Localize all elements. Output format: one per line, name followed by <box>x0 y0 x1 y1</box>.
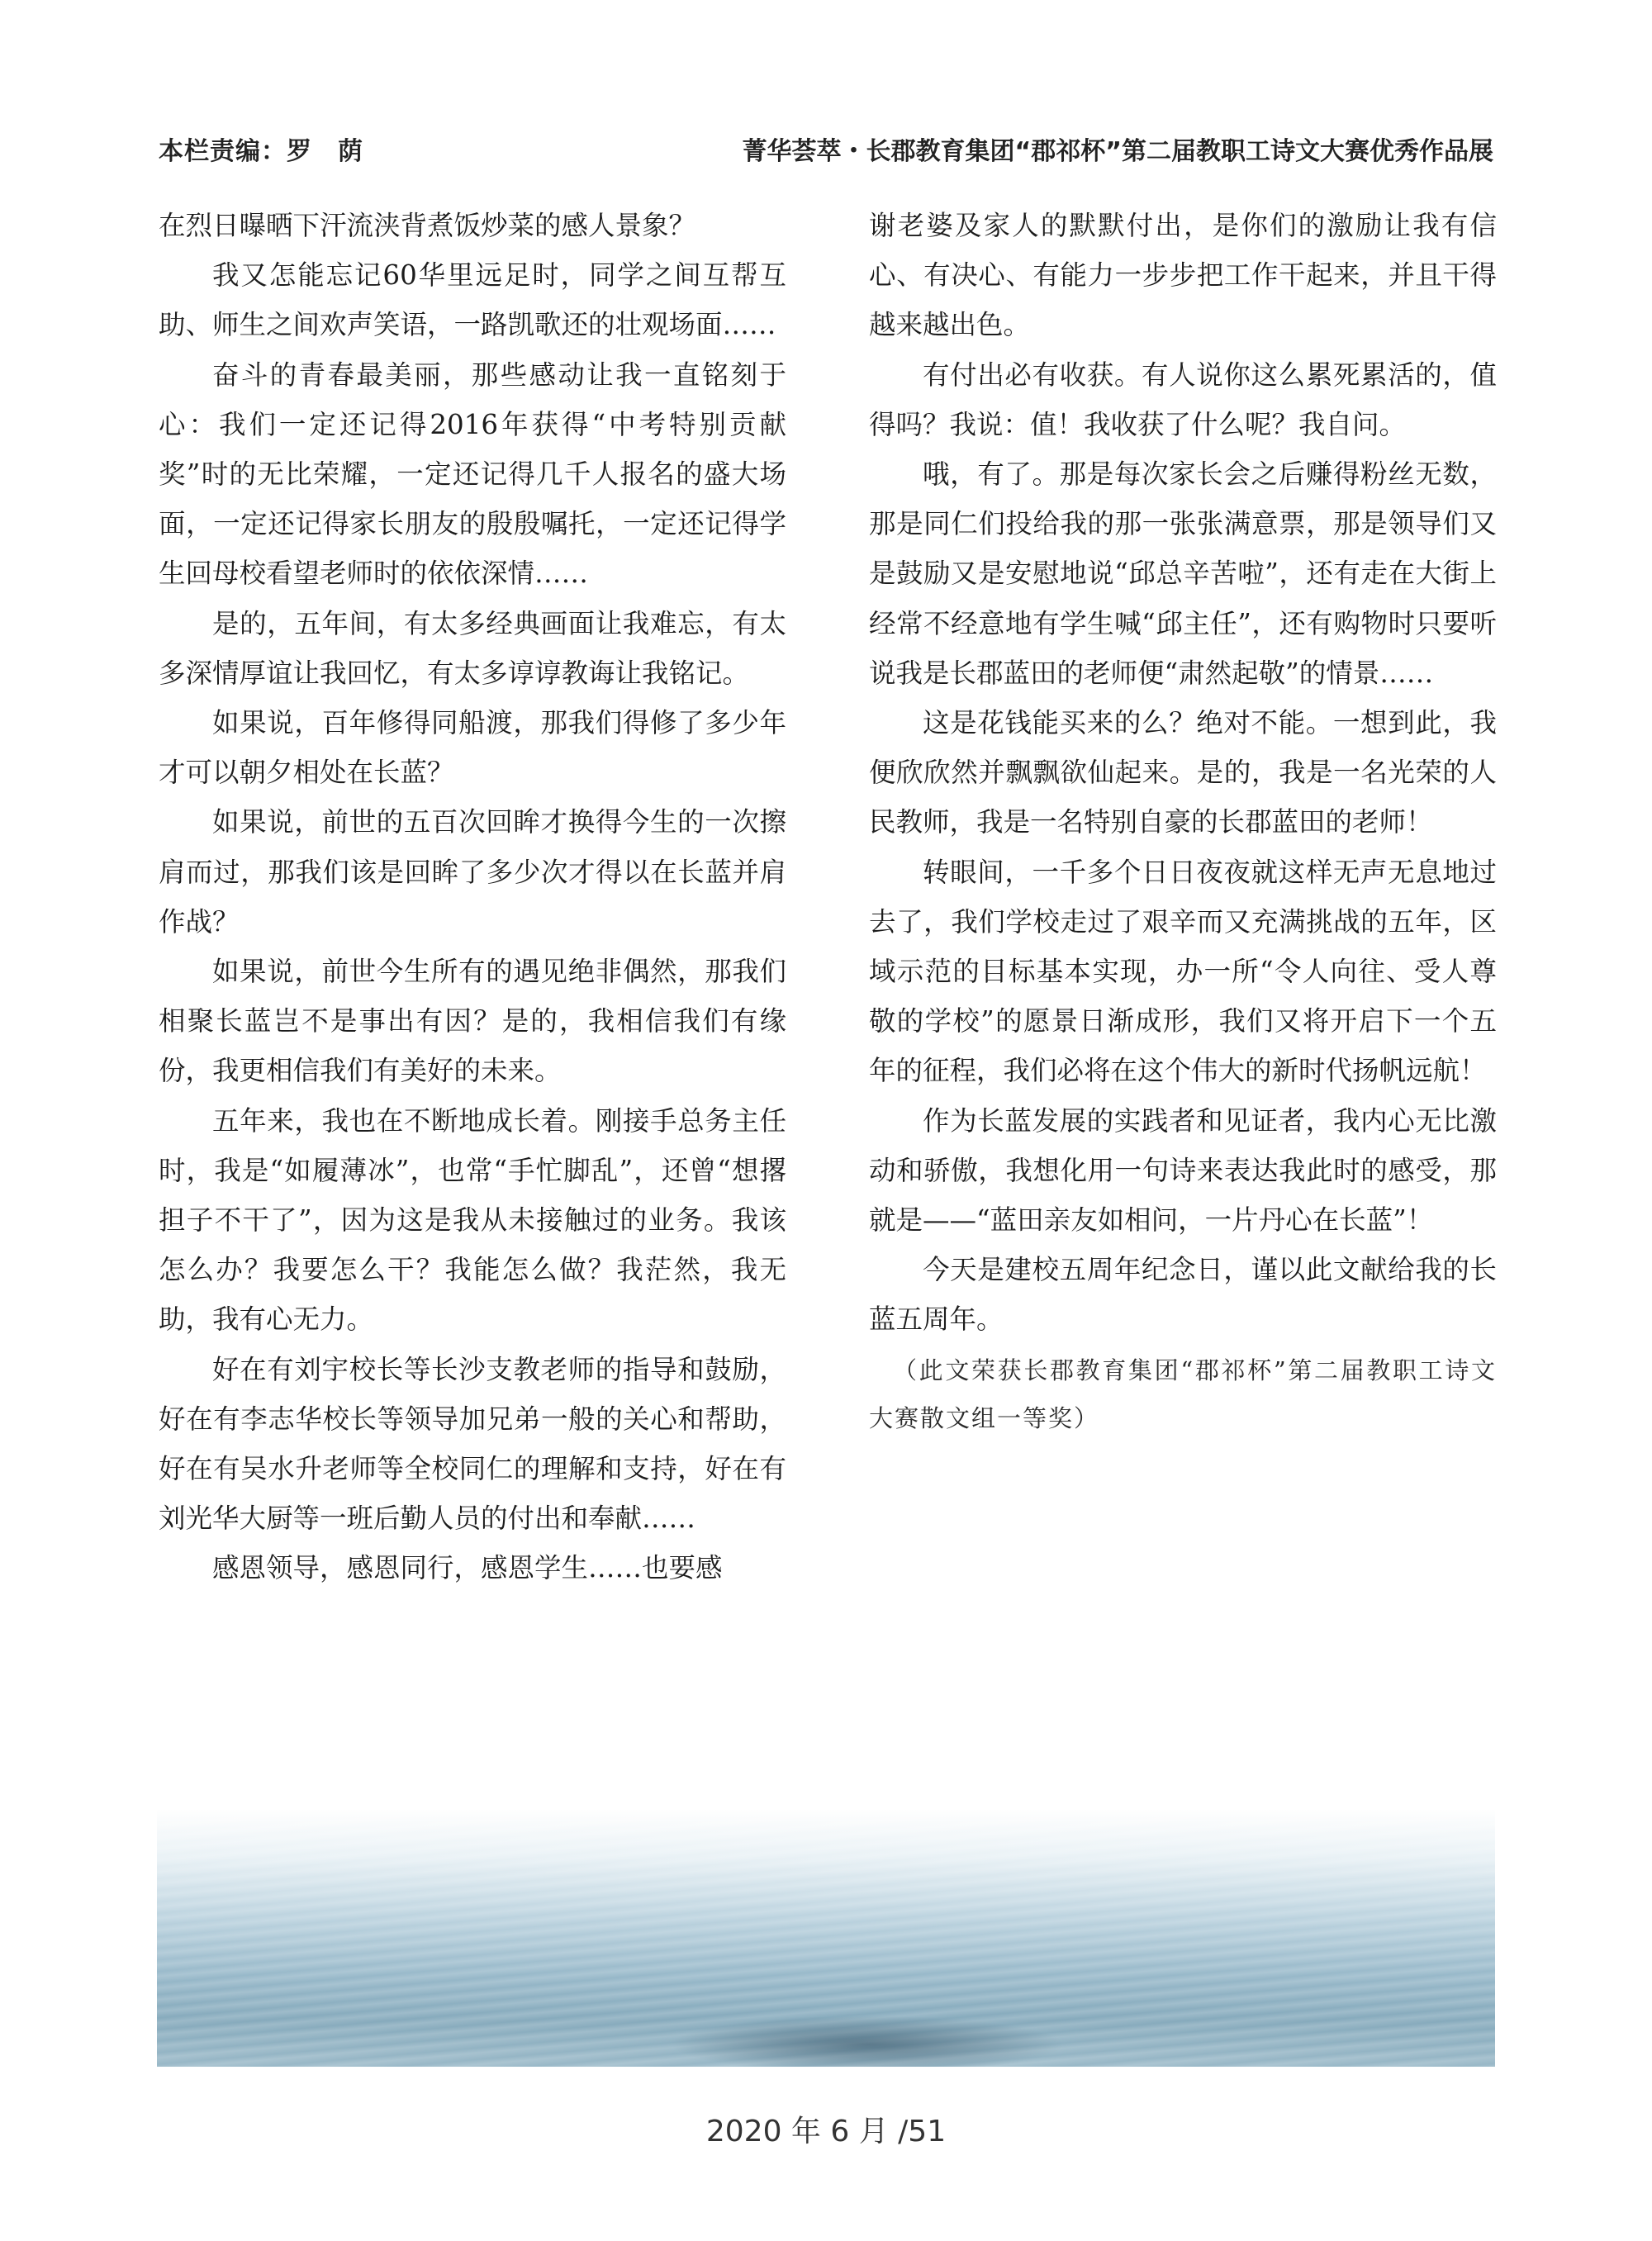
paragraph: 如果说，前世的五百次回眸才换得今生的一次擦肩而过，那我们该是回眸了多少次才得以在长蓝并肩作战？ <box>159 806 786 938</box>
paragraph: 感恩领导，感恩同行，感恩学生……也要感 <box>212 1552 723 1584</box>
article-column-left <box>159 201 786 1593</box>
paragraph: 这是花钱能买来的么？绝对不能。一想到此，我便欣欣然并飘飘欲仙起来。是的，我是一名光荣的人民教师，我是一名特别自豪的长郡蓝田的老师！ <box>869 707 1497 838</box>
paragraph: 哦，有了。那是每次家长会之后赚得粉丝无数，那是同仁们投给我的那一张张满意票，那是领导们又是鼓励又是安慰地说“邱总辛苦啦”，还有走在大街上经常不经意地有学生喊“邱主任”，还有购物时只要听说我是长郡蓝田的老师便“肃然起敬”的情景…… <box>869 458 1497 689</box>
paragraph: 是的，五年间，有太多经典画面让我难忘，有太多深情厚谊让我回忆，有太多谆谆教诲让我铭记。 <box>159 607 786 689</box>
paragraph: 谢老婆及家人的默默付出，是你们的激励让我有信心、有决心、有能力一步步把工作干起来，并且干得越来越出色。 <box>869 210 1497 341</box>
award-note: （此文荣获长郡教育集团“郡祁杯”第二届教职工诗文大赛散文组一等奖） <box>869 1356 1497 1432</box>
paragraph: 在烈日曝晒下汗流浃背煮饭炒菜的感人景象？ <box>159 210 696 241</box>
column-title: 菁华荟萃・长郡教育集团“郡祁杯”第二届教职工诗文大赛优秀作品展 <box>742 137 1493 166</box>
paragraph: 我又怎能忘记60华里远足时，同学之间互帮互助、师生之间欢声笑语，一路凯歌还的壮观场面…… <box>159 259 786 341</box>
editor-credit: 本栏责编：罗 荫 <box>159 137 363 166</box>
paragraph: 如果说，前世今生所有的遇见绝非偶然，那我们相聚长蓝岂不是事出有因？是的，我相信我们有缘份，我更相信我们有美好的未来。 <box>159 956 786 1087</box>
paragraph: 五年来，我也在不断地成长着。刚接手总务主任时，我是“如履薄冰”，也常“手忙脚乱”，还曾“想撂担子不干了”，因为这是我从未接触过的业务。我该怎么办？我要怎么干？我能怎么做？我茫然，我无助，我有心无力。 <box>159 1104 786 1336</box>
paragraph: 转眼间，一千多个日日夜夜就这样无声无息地过去了，我们学校走过了艰辛而又充满挑战的五年，区域示范的目标基本实现，办一所“令人向往、受人尊敬的学校”的愿景日渐成形，我们又将开启下一个五年的征程，我们必将在这个伟大的新时代扬帆远航！ <box>869 856 1497 1087</box>
paragraph: 作为长蓝发展的实践者和见证者，我内心无比激动和骄傲，我想化用一句诗来表达我此时的感受，那就是——“蓝田亲友如相问，一片丹心在长蓝”！ <box>869 1104 1497 1237</box>
paragraph: 有付出必有收获。有人说你这么累死累活的，值得吗？我说：值！我收获了什么呢？我自问。 <box>869 358 1497 440</box>
paragraph: 好在有刘宇校长等长沙支教老师的指导和鼓励，好在有李志华校长等领导加兄弟一般的关心和帮助，好在有吴水升老师等全校同仁的理解和支持，好在有刘光华大厨等一班后勤人员的付出和奉献…… <box>159 1353 786 1535</box>
page-footer: 2020 年 6 月 /51 <box>705 2115 947 2148</box>
water-shadow <box>669 2015 1066 2067</box>
paragraph: 如果说，百年修得同船渡，那我们得修了多少年才可以朝夕相处在长蓝？ <box>159 707 786 789</box>
paragraph: 奋斗的青春最美丽，那些感动让我一直铭刻于心：我们一定还记得2016年获得“中考特别贡献奖”时的无比荣耀，一定还记得几千人报名的盛大场面，一定还记得家长朋友的殷殷嘱托，一定还记得学生回母校看望老师时的依依深情…… <box>159 358 786 590</box>
sea-photo <box>157 1809 1495 2067</box>
paragraph: 今天是建校五周年纪念日，谨以此文献给我的长蓝五周年。 <box>869 1254 1497 1336</box>
article-column-right <box>869 201 1497 1442</box>
